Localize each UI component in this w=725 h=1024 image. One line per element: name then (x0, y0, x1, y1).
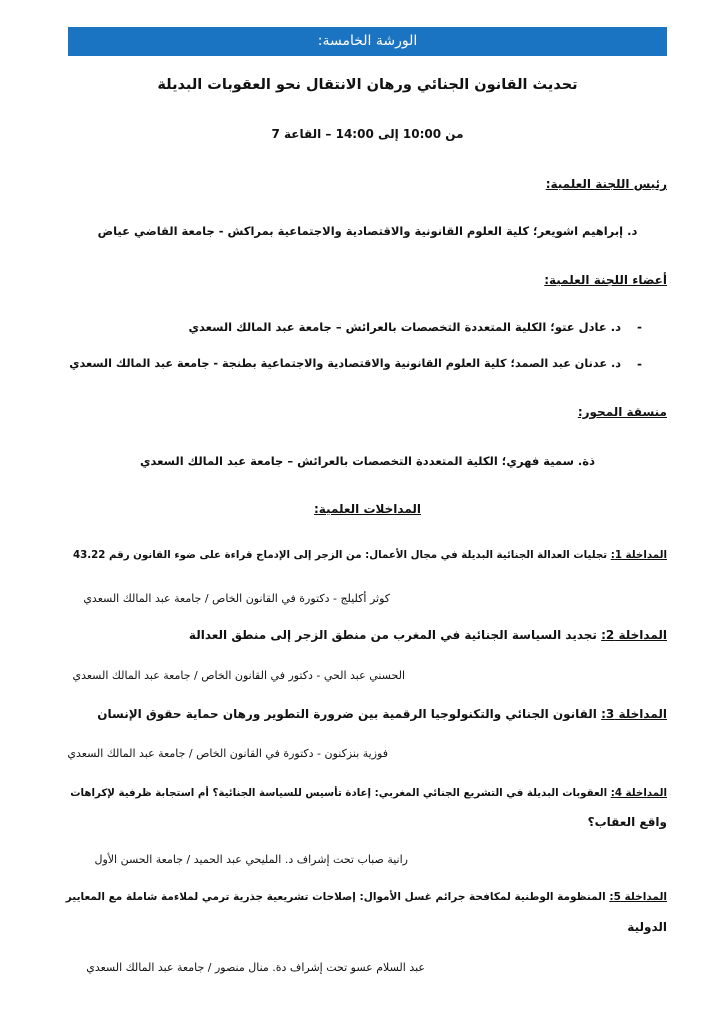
intervention-title-row (97, 707, 667, 721)
intervention-label: المداخلة 3: (601, 707, 667, 721)
intervention-label: المداخلة 5: (609, 891, 667, 903)
intervention-title: المنظومة الوطنية لمكافحة جرائم غسل الأموال: إصلاحات تشريعية جذرية ترمي لملاءمة شاملة مع المعايير (65, 891, 606, 903)
intervention-title: القانون الجنائي والتكنولوجيا الرقمية بين ضرورة التطوير ورهان حماية حقوق الإنسان (97, 707, 597, 721)
member-bullet: - (637, 357, 642, 371)
intervention-title: تجديد السياسة الجنائية في المغرب من منطق الزجر إلى منطق العدالة (188, 628, 597, 642)
intervention-label: المداخلة 1: (610, 549, 667, 561)
chair-name: د. إبراهيم اشويعر؛ كلية العلوم القانونية والاقتصادية والاجتماعية بمراكش - جامعة القاضي عياض (97, 224, 638, 238)
intervention-author: كوثر أكليلج - دكتورة في القانون الخاص / جامعة عبد المالك السعدي (83, 592, 390, 605)
intervention-author: الحسني عبد الحي - دكتور في القانون الخاص / جامعة عبد المالك السعدي (72, 669, 405, 682)
intervention-title: تجليات العدالة الجنائية البديلة في مجال الأعمال: من الزجر إلى الإدماج قراءة على ضوء القانون رقم 43.22 (72, 549, 608, 561)
member-item: د. عادل عتو؛ الكلية المتعددة التخصصات بالعرائش – جامعة عبد المالك السعدي (188, 320, 621, 334)
chair-heading: رئيس اللجنة العلمية: (545, 177, 667, 191)
workshop-banner: الورشة الخامسة: (68, 27, 667, 56)
interventions-heading: المداخلات العلمية: (313, 502, 421, 516)
intervention-title-row (189, 628, 667, 642)
intervention-title: العقوبات البديلة في التشريع الجنائي المغربي: إعادة تأسيس للسياسة الجنائية؟ أم استجابة ظرفية لإكراهات (70, 787, 608, 799)
intervention-author: رانية صباب تحت إشراف د. المليحي عبد الحميد / جامعة الحسن الأول (94, 853, 408, 866)
members-heading: أعضاء اللجنة العلمية: (544, 273, 667, 287)
coordinator-heading: منسقة المحور: (577, 405, 667, 419)
intervention-author: فوزية بنزكنون - دكتورة في القانون الخاص / جامعة عبد المالك السعدي (67, 747, 388, 760)
intervention-author: عبد السلام عسو تحت إشراف دة. منال منصور / جامعة عبد المالك السعدي (86, 961, 425, 974)
intervention-label: المداخلة 2: (601, 628, 667, 642)
intervention-title-row (70, 787, 667, 799)
member-bullet: - (637, 320, 642, 334)
intervention-title-continued: الدولية (627, 920, 667, 934)
workshop-title: تحديث القانون الجنائي ورهان الانتقال نحو العقوبات البديلة (157, 77, 578, 93)
workshop-time: من 10:00 إلى 14:00 – القاعة 7 (271, 127, 464, 141)
intervention-title-row (66, 891, 667, 903)
member-item: د. عدنان عبد الصمد؛ كلية العلوم القانونية والاقتصادية والاجتماعية بطنجة - جامعة عبد المالك السعدي (69, 357, 621, 370)
intervention-title-row (73, 549, 667, 561)
coordinator-name: ذة. سمية فهري؛ الكلية المتعددة التخصصات بالعرائش – جامعة عبد المالك السعدي (140, 454, 595, 468)
intervention-title-continued: واقع العقاب؟ (587, 815, 667, 829)
intervention-label: المداخلة 4: (610, 787, 667, 799)
